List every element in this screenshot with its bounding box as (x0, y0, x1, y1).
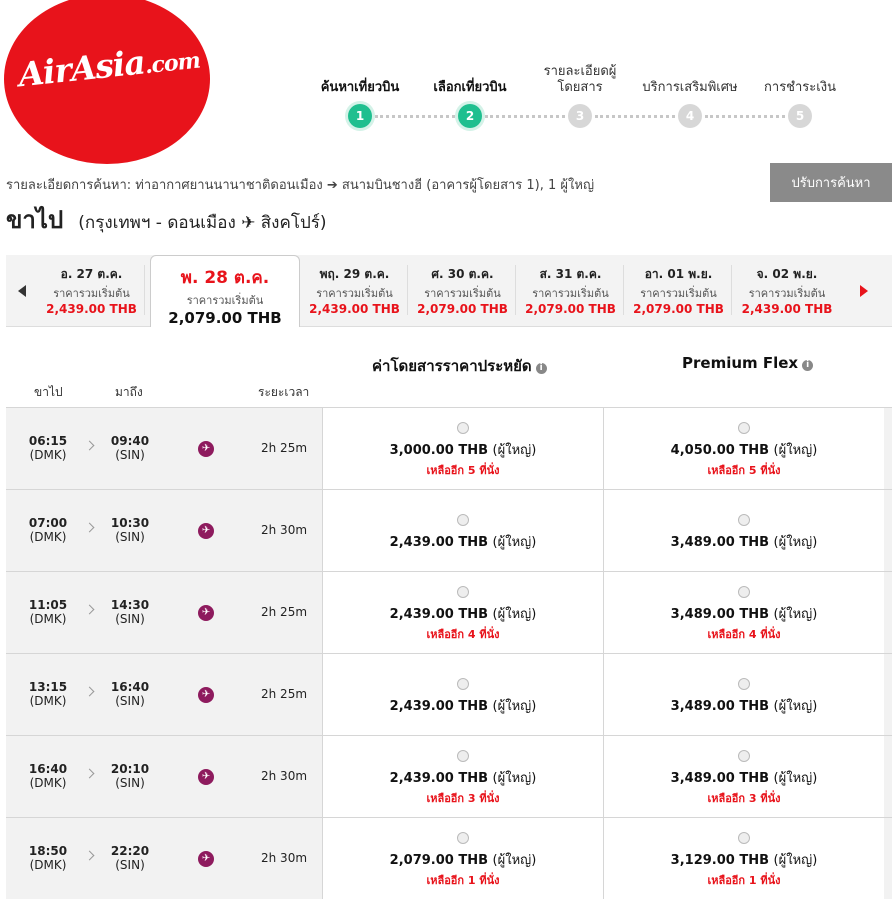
economy-fare-cell[interactable] (322, 490, 603, 571)
premium-fare-cell[interactable] (603, 572, 884, 653)
flight-duration: 2h 25m (261, 605, 308, 619)
step-number: 4 (678, 104, 702, 128)
route-path: (กรุงเทพฯ - ดอนเมือง ✈ สิงคโปร์) (78, 213, 327, 233)
premium-fare-cell[interactable] (603, 654, 884, 735)
flight-duration: 2h 30m (261, 523, 308, 537)
date-tab[interactable] (410, 265, 516, 315)
date-label: จ. 02 พ.ย. (756, 267, 818, 281)
flight-row (6, 571, 892, 653)
economy-fare-radio[interactable] (457, 586, 469, 598)
date-selector (6, 255, 892, 327)
date-price: 2,079.00 THB (168, 309, 282, 327)
seats-left: เหลืออีก 4 ที่นั่ง (707, 628, 781, 641)
flight-row (6, 817, 892, 899)
date-label: ส. 31 ต.ค. (539, 267, 602, 281)
col-header-duration: ระยะเวลา (258, 385, 310, 399)
fare-price: 2,439.00 THB (ผู้ใหญ่) (389, 607, 537, 622)
step-label: เลือกเที่ยวบิน (433, 80, 507, 95)
economy-fare-radio[interactable] (457, 750, 469, 762)
date-label: พ. 28 ต.ค. (180, 268, 270, 288)
step-passenger-details (520, 60, 640, 128)
booking-steps (300, 60, 850, 130)
premium-fare-radio[interactable] (738, 422, 750, 434)
fare-price: 3,489.00 THB (ผู้ใหญ่) (670, 535, 818, 550)
economy-fare-radio[interactable] (457, 678, 469, 690)
logo-text: AirAsia.com (16, 42, 201, 95)
airline-icon: ✈ (198, 851, 214, 867)
arrive-time: 09:40 (SIN) (110, 434, 150, 462)
fare-price: 2,079.00 THB (ผู้ใหญ่) (389, 853, 537, 868)
premium-fare-cell[interactable] (603, 818, 884, 899)
date-from-label: ราคารวมเริ่มต้น (316, 287, 393, 300)
flight-duration: 2h 30m (261, 851, 308, 865)
fare-price: 3,489.00 THB (ผู้ใหญ่) (670, 699, 818, 714)
airline-icon: ✈ (198, 687, 214, 703)
flight-row (6, 407, 892, 489)
depart-time: 16:40 (DMK) (28, 762, 68, 790)
step-select-flight[interactable] (410, 60, 530, 128)
fare-price: 2,439.00 THB (ผู้ใหญ่) (389, 699, 537, 714)
seats-left: เหลืออีก 5 ที่นั่ง (426, 464, 500, 477)
step-search[interactable] (300, 60, 420, 128)
flight-duration: 2h 30m (261, 769, 308, 783)
airline-icon: ✈ (198, 769, 214, 785)
step-label: การชำระเงิน (764, 80, 836, 95)
flight-row (6, 653, 892, 735)
date-from-label: ราคารวมเริ่มต้น (748, 287, 826, 300)
premium-fare-radio[interactable] (738, 514, 750, 526)
chevron-right-icon (85, 441, 95, 451)
info-icon[interactable]: i (536, 363, 547, 374)
premium-fare-cell[interactable] (603, 408, 884, 489)
step-addons (630, 60, 750, 128)
date-price: 2,079.00 THB (633, 302, 724, 316)
seats-left: เหลืออีก 3 ที่นั่ง (707, 792, 781, 805)
economy-fare-cell[interactable] (322, 572, 603, 653)
step-number: 2 (458, 104, 482, 128)
premium-fare-radio[interactable] (738, 678, 750, 690)
chevron-right-icon (85, 687, 95, 697)
flight-row (6, 735, 892, 817)
date-from-label: ราคารวมเริ่มต้น (424, 287, 501, 300)
date-label: อ. 27 ต.ค. (60, 267, 123, 281)
date-tab[interactable] (518, 265, 624, 315)
premium-fare-radio[interactable] (738, 832, 750, 844)
flight-row (6, 489, 892, 571)
step-label: บริการเสริมพิเศษ (642, 80, 738, 95)
premium-fare-radio[interactable] (738, 586, 750, 598)
date-price: 2,079.00 THB (525, 302, 616, 316)
step-label: ค้นหาเที่ยวบิน (320, 80, 400, 95)
depart-time: 11:05 (DMK) (28, 598, 68, 626)
direction-label: ขาไป (6, 206, 64, 234)
arrive-time: 20:10 (SIN) (110, 762, 150, 790)
premium-fare-header (682, 354, 813, 372)
seats-left: เหลืออีก 1 ที่นั่ง (426, 874, 500, 887)
chevron-right-icon (85, 851, 95, 861)
date-tab[interactable] (626, 265, 732, 315)
date-tab[interactable] (734, 265, 840, 315)
seats-left: เหลืออีก 5 ที่นั่ง (707, 464, 781, 477)
fare-price: 3,489.00 THB (ผู้ใหญ่) (670, 607, 818, 622)
route-heading (6, 200, 327, 239)
date-tab[interactable] (39, 265, 145, 315)
modify-search-button[interactable]: ปรับการค้นหา (770, 163, 892, 202)
seats-left: เหลืออีก 4 ที่นั่ง (426, 628, 500, 641)
step-number: 1 (348, 104, 372, 128)
seats-left: เหลืออีก 1 ที่นั่ง (707, 874, 781, 887)
chevron-right-icon (85, 605, 95, 615)
date-price: 2,079.00 THB (417, 302, 508, 316)
search-summary: รายละเอียดการค้นหา: ท่าอากาศยานนานาชาติดอนเมือง ➔ สนามบินชางฮี (อาคารผู้โดยสาร 1), 1 ผู้ใหญ่ (6, 178, 595, 193)
col-header-arrive: มาถึง (115, 385, 143, 399)
date-from-label: ราคารวมเริ่มต้น (532, 287, 609, 300)
flight-duration: 2h 25m (261, 687, 308, 701)
economy-fare-cell[interactable] (322, 736, 603, 817)
date-price: 2,439.00 THB (309, 302, 400, 316)
fare-price: 4,050.00 THB (ผู้ใหญ่) (670, 443, 818, 458)
economy-fare-radio[interactable] (457, 514, 469, 526)
chevron-right-icon (85, 769, 95, 779)
prev-dates-arrow-icon[interactable] (18, 285, 26, 297)
date-price: 2,439.00 THB (741, 302, 833, 316)
date-label: ศ. 30 ต.ค. (431, 267, 494, 281)
premium-fare-cell[interactable] (603, 736, 884, 817)
arrive-time: 16:40 (SIN) (110, 680, 150, 708)
economy-fare-cell[interactable] (322, 408, 603, 489)
step-payment (740, 60, 860, 128)
flight-duration: 2h 25m (261, 441, 308, 455)
depart-time: 07:00 (DMK) (28, 516, 68, 544)
fare-price: 2,439.00 THB (ผู้ใหญ่) (389, 535, 537, 550)
fare-price: 3,129.00 THB (ผู้ใหญ่) (670, 853, 818, 868)
date-price: 2,439.00 THB (46, 302, 137, 316)
date-from-label: ราคารวมเริ่มต้น (53, 287, 130, 300)
step-label: รายละเอียดผู้โดยสาร (543, 64, 617, 95)
premium-fare-title: Premium Flex (682, 354, 799, 372)
economy-fare-radio[interactable] (457, 832, 469, 844)
economy-fare-radio[interactable] (457, 422, 469, 434)
fare-price: 2,439.00 THB (ผู้ใหญ่) (389, 771, 537, 786)
economy-fare-cell[interactable] (322, 818, 603, 899)
step-number: 3 (568, 104, 592, 128)
arrive-time: 14:30 (SIN) (110, 598, 150, 626)
col-header-depart: ขาไป (34, 385, 63, 399)
depart-time: 18:50 (DMK) (28, 844, 68, 872)
airline-icon: ✈ (198, 605, 214, 621)
fare-price: 3,489.00 THB (ผู้ใหญ่) (670, 771, 818, 786)
chevron-right-icon (85, 523, 95, 533)
airline-icon: ✈ (198, 523, 214, 539)
step-number: 5 (788, 104, 812, 128)
fare-price: 3,000.00 THB (ผู้ใหญ่) (389, 443, 537, 458)
date-from-label: ราคารวมเริ่มต้น (640, 287, 717, 300)
depart-time: 13:15 (DMK) (28, 680, 68, 708)
airasia-logo[interactable] (4, 0, 210, 164)
flight-list (6, 407, 892, 899)
date-tab[interactable] (302, 265, 408, 315)
depart-time: 06:15 (DMK) (28, 434, 68, 462)
next-dates-arrow-icon[interactable] (860, 285, 868, 297)
premium-fare-radio[interactable] (738, 750, 750, 762)
date-label: อา. 01 พ.ย. (644, 267, 713, 281)
info-icon[interactable]: i (802, 360, 813, 371)
date-tab-selected[interactable] (150, 255, 300, 327)
arrive-time: 10:30 (SIN) (110, 516, 150, 544)
premium-fare-cell[interactable] (603, 490, 884, 571)
economy-fare-cell[interactable] (322, 654, 603, 735)
seats-left: เหลืออีก 3 ที่นั่ง (426, 792, 500, 805)
economy-fare-header (372, 354, 547, 378)
airline-icon: ✈ (198, 441, 214, 457)
date-label: พฤ. 29 ต.ค. (319, 267, 390, 281)
arrive-time: 22:20 (SIN) (110, 844, 150, 872)
date-from-label: ราคารวมเริ่มต้น (186, 294, 264, 307)
economy-fare-title: ค่าโดยสารราคาประหยัด (372, 357, 532, 375)
